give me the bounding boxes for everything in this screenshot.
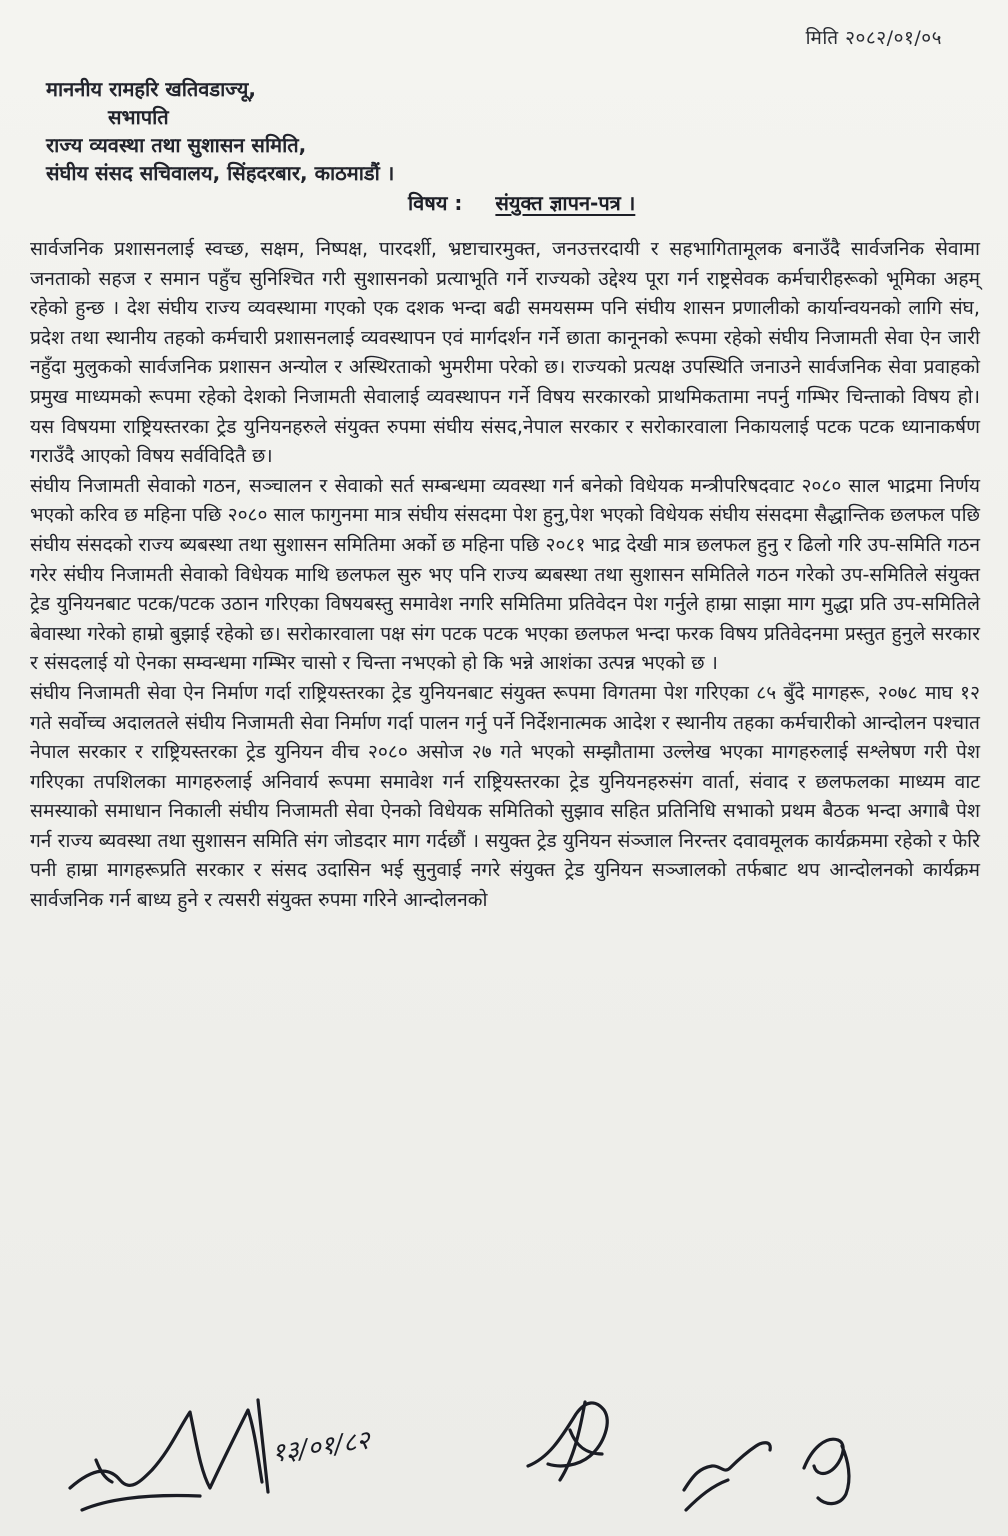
signature-1 <box>70 1410 262 1510</box>
subject-label: विषय : <box>408 191 463 215</box>
recipient-name: माननीय रामहरि खतिवडाज्यू, <box>46 77 256 101</box>
body-paragraph-2: संघीय निजामती सेवाको गठन, सञ्चालन र सेवाको सर्त सम्बन्धमा व्यवस्था गर्न बनेको विधेयक मन्त्रीपरिषदवाट २०८० साल भाद्रमा निर्णय भएको करिव छ महिना पछि २०८० साल फागुनमा मात्र संघीय संसदमा पेश हुनु,पेश भएको विधेयक संघीय संसदमा सैद्धान्तिक छलफल पछि संघीय संसदको राज्य ब्यबस्था तथा सुशासन समितिमा अर्को छ महिना पछि २०८१ भाद्र देखी मात्र छलफल हुनु र ढिलो गरि उप-समिति गठन गरेर संघीय निजामती सेवाको विधेयक माथि छलफल सुरु भए पनि राज्य ब्यबस्था तथा सुशासन समितिले गठन गरेको उप-समितिले संयुक्त ट्रेड युनियनबाट पटक/पटक उठान गरिएका विषयबस्तु समावेश नगरि समितिमा प्रतिवेदन पेश गर्नुले हाम्रा साझा माग मुद्धा प्रति उप-समितिले बेवास्था गरेको हाम्रो बुझाई रहेको छ। सरोकारवाला पक्ष संग पटक पटक भएका छलफल भन्दा फरक विषय प्रतिवेदनमा प्रस्तुत हुनुले सरकार र संसदलाई यो ऐनका सम्वन्धमा गम्भिर चासो र चिन्ता नभएको हो कि भन्ने आशंका उत्पन्न भएको छ । <box>30 473 980 675</box>
subject-text: संयुक्त ज्ञापन-पत्र । <box>495 191 636 215</box>
signature-3 <box>684 1443 770 1510</box>
signature-area <box>0 1370 1008 1536</box>
body-paragraph-1: सार्वजनिक प्रशासनलाई स्वच्छ, सक्षम, निष्पक्ष, पारदर्शी, भ्रष्टाचारमुक्त, जनउत्तरदायी र सहभागितामूलक बनाउँदै सार्वजनिक सेवामा जनताको सहज र समान पहुँच सुनिश्चित गरी सुशासनको प्रत्याभूति गर्ने राज्यको उद्देश्य पूरा गर्न राष्ट्रसेवक कर्मचारीहरूको भूमिका अहम् रहेको हुन्छ । देश संघीय राज्य व्यवस्थामा गएको एक दशक भन्दा बढी समयसम्म पनि संघीय शासन प्रणालीको कार्यान्वयनको लागि संघ, प्रदेश तथा स्थानीय तहको कर्मचारी प्रशासनलाई व्यवस्थापन एवं मार्गदर्शन गर्ने छाता कानूनको रूपमा रहेको संघीय निजामती सेवा ऐन जारी नहुँदा मुलुकको सार्वजनिक प्रशासन अन्योल र अस्थिरताको भुमरीमा परेको छ। राज्यको प्रत्यक्ष उपस्थिति जनाउने सार्वजनिक सेवा प्रवाहको प्रमुख माध्यमको रूपमा रहेको देशको निजामती सेवालाई व्यवस्थापन गर्ने विषय सरकारको प्राथमिकतामा नपर्नु गम्भिर चिन्ताको विषय हो। यस विषयमा राष्ट्रियस्तरका ट्रेड युनियनहरुले संयुक्त रुपमा संघीय संसद,नेपाल सरकार र सरोकारवाला निकायलाई पटक पटक ध्यानाकर्षण गराउँदै आएको विषय सर्वविदितै छ। <box>30 237 980 468</box>
letter-body <box>30 234 980 915</box>
body-paragraph-3: संघीय निजामती सेवा ऐन निर्माण गर्दा राष्ट्रियस्तरका ट्रेड युनियनबाट संयुक्त रूपमा विगतमा पेश गरिएका ८५ बुँदे मागहरू, २०७८ माघ १२ गते सर्वोच्च अदालतले संघीय निजामती सेवा निर्माण गर्दा पालन गर्नु पर्ने निर्देशनात्मक आदेश र स्थानीय तहका कर्मचारीको आन्दोलन पश्चात नेपाल सरकार र राष्ट्रियस्तरका ट्रेड युनियन वीच २०८० असोज २७ गते भएको सम्झौतामा उल्लेख भएका मागहरुलाई सश्लेषण गरी पेश गरिएका तपशिलका मागहरुलाई अनिवार्य रूपमा समावेश गर्न राष्ट्रियस्तरका ट्रेड युनियनहरुसंग वार्ता, संवाद र छलफलका माध्यम वाट समस्याको समाधान निकाली संघीय निजामती सेवा ऐनको विधेयक समितिको सुझाव सहित प्रतिनिधि सभाको प्रथम बैठक भन्दा अगाबै पेश गर्न राज्य ब्यवस्था तथा सुशासन समिति संग जोडदार माग गर्दछौं । सयुक्त ट्रेड युनियन संञ्जाल निरन्तर दवावमूलक कार्यक्रममा रहेको र फेरि पनी हाम्रा मागहरूप्रति सरकार र संसद उदासिन भई सुनुवाई नगरे संयुक्त ट्रेड युनियन सञ्जालको तर्फबाट थप आन्दोलनको कार्यक्रम सार्वजनिक गर्न बाध्य हुने र त्यसरी संयुक्त रुपमा गरिने आन्दोलनको <box>30 680 980 912</box>
signature-2 <box>528 1403 607 1466</box>
signature-4 <box>804 1439 849 1503</box>
handwritten-date-note: १३/०१/८२ <box>269 1425 372 1469</box>
letter-date: मिति २०८२/०१/०५ <box>805 27 942 49</box>
subject-line <box>408 189 635 216</box>
recipient-address: संघीय संसद सचिवालय, सिंहदरबार, काठमाडौं । <box>46 161 395 185</box>
recipient-committee: राज्य व्यवस्था तथा सुशासन समिति, <box>46 133 307 157</box>
recipient-title: सभापति <box>108 105 169 129</box>
handwritten-signatures <box>0 1370 1008 1536</box>
